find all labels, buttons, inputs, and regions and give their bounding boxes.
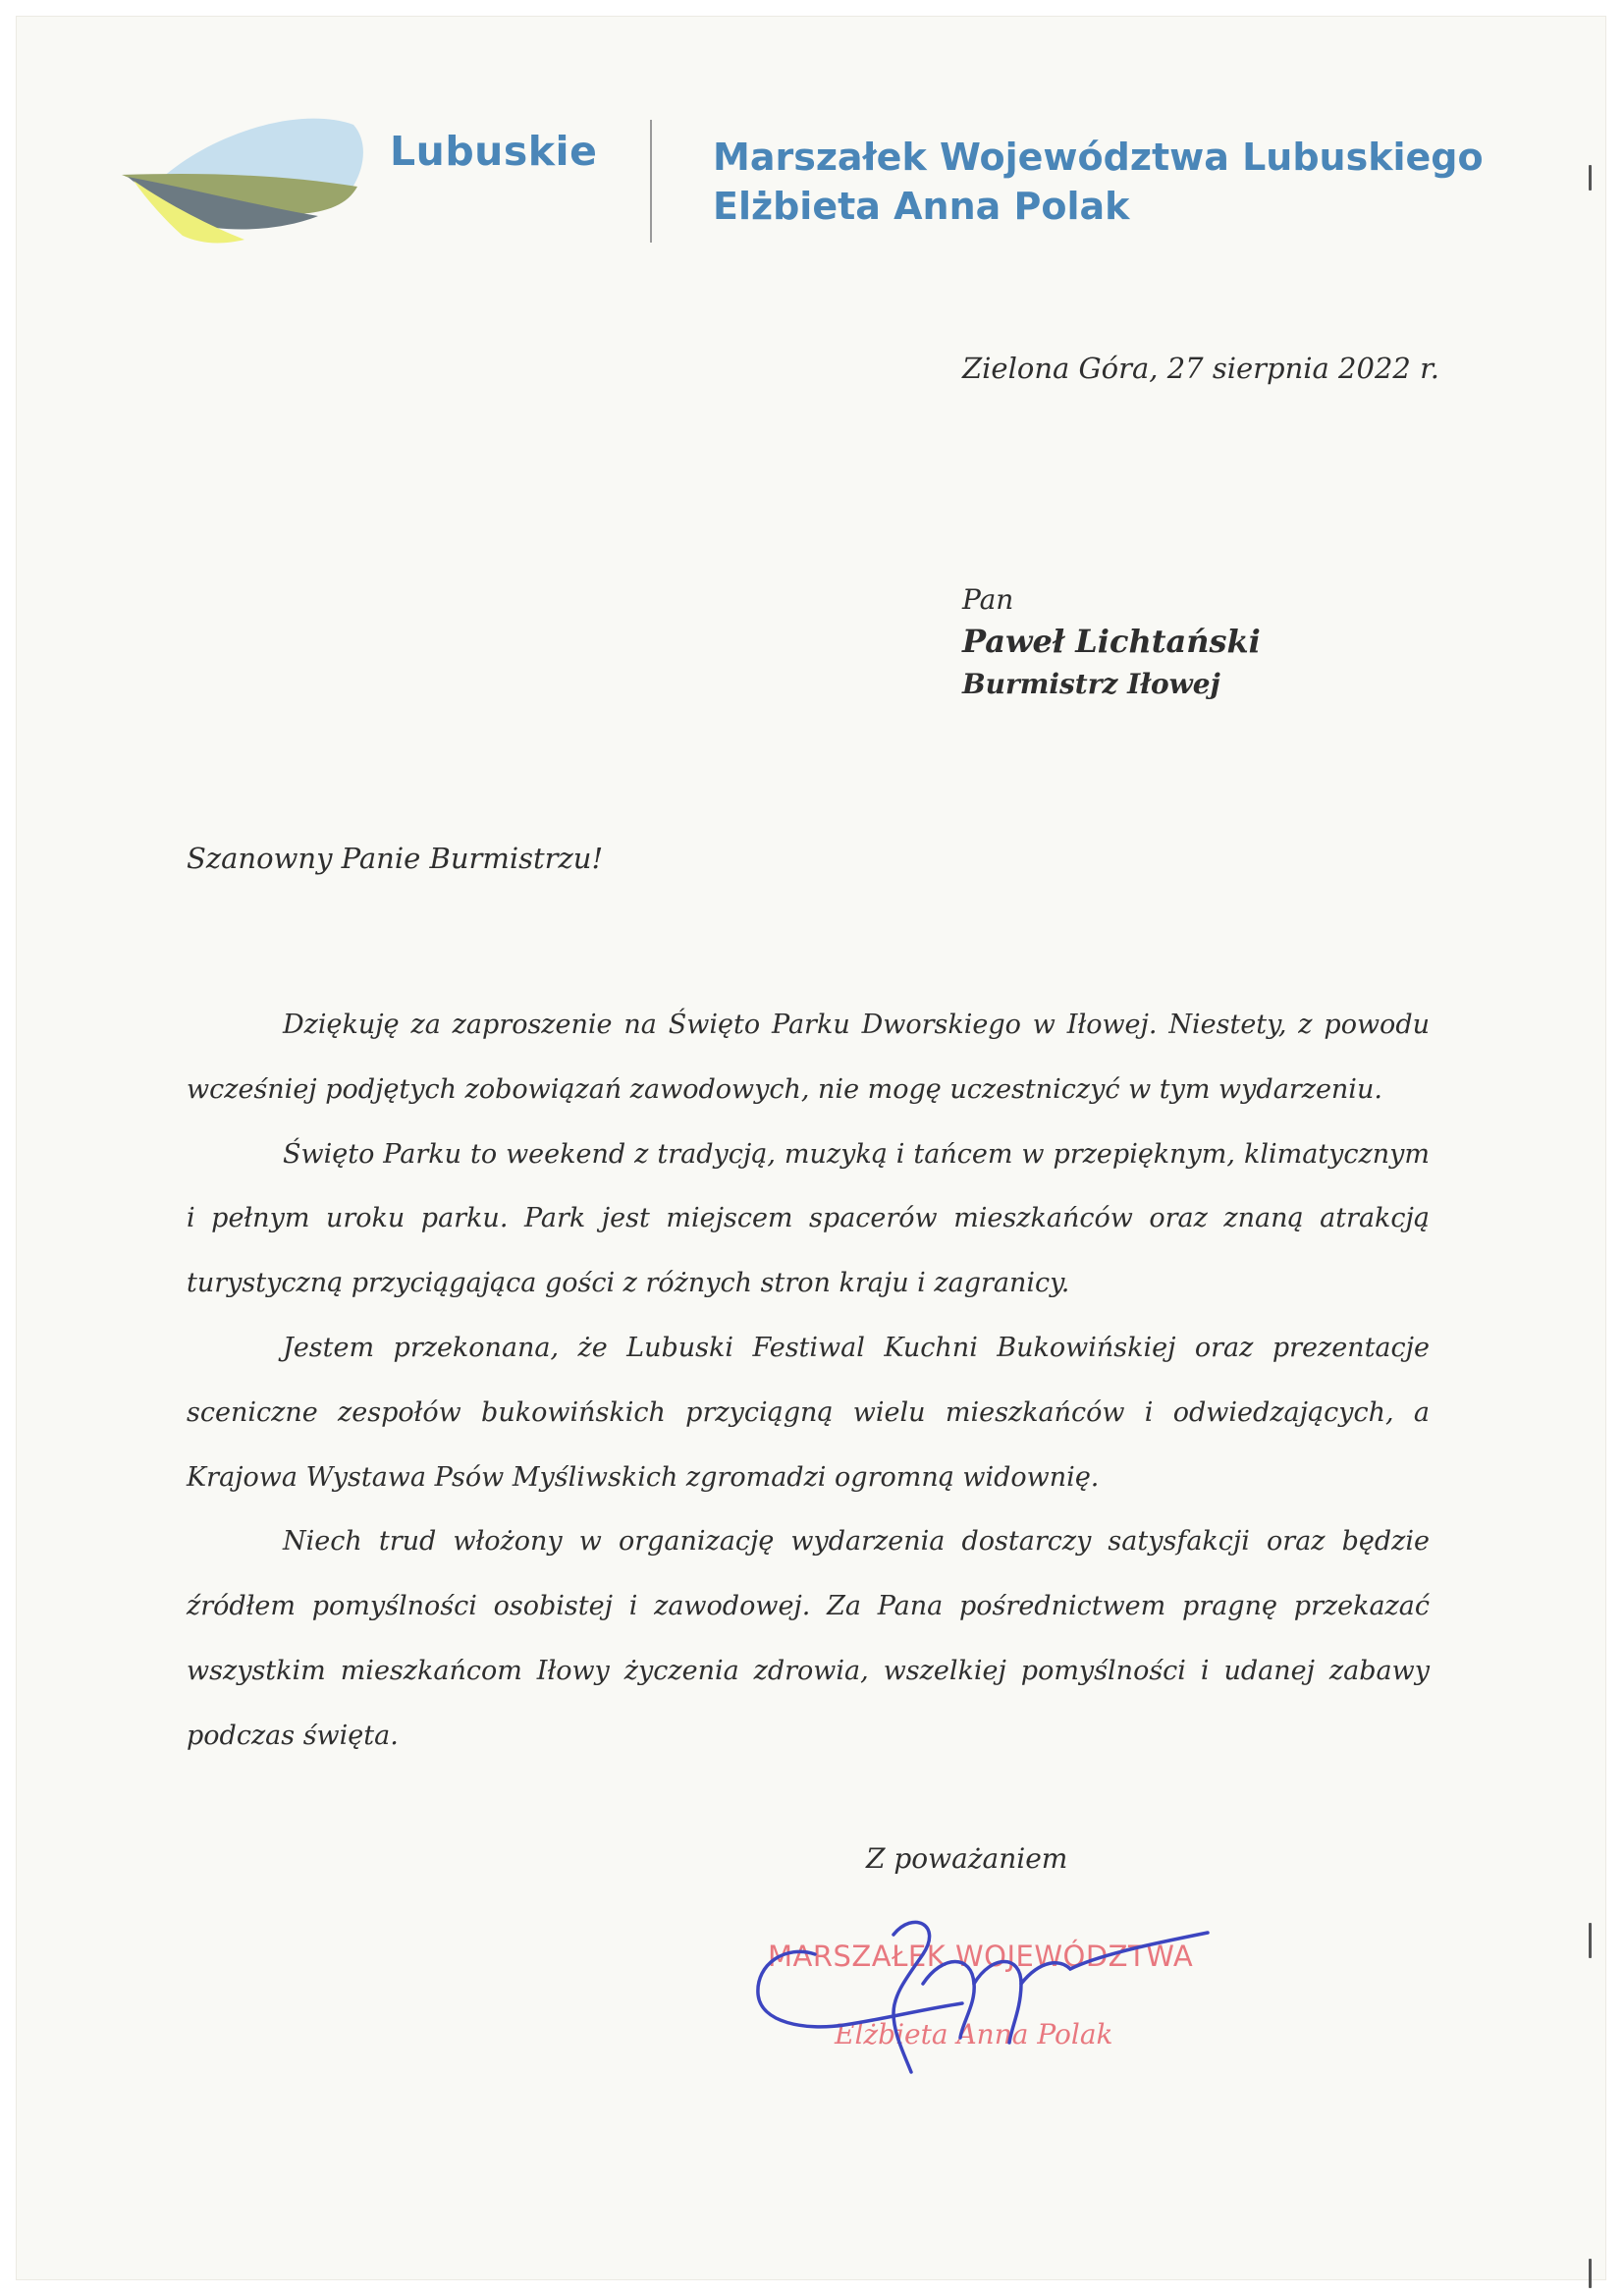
letter-body bbox=[187, 993, 1430, 1769]
place-date: Zielona Góra, 27 sierpnia 2022 r. bbox=[962, 352, 1439, 385]
scan-edge-mark bbox=[1589, 2259, 1592, 2288]
brand-wordmark: Lubuskie bbox=[390, 128, 598, 175]
stamp-name: Elżbieta Anna Polak bbox=[835, 2018, 1113, 2050]
paragraph: Święto Parku to weekend z tradycją, muzyką i tańcem w przepięknym, klimatycznym i pełnym uroku parku. Park jest miejscem spacerów mieszkańców oraz znaną atrakcją turystyczną przyciągająca gości z różnych stron kraju i zagranicy. bbox=[187, 1138, 1430, 1299]
scan-edge-mark bbox=[1589, 165, 1592, 191]
addressee-role: Burmistrz Iłowej bbox=[962, 668, 1220, 700]
addressee-prefix: Pan bbox=[962, 583, 1014, 616]
salutation: Szanowny Panie Burmistrzu! bbox=[187, 842, 604, 875]
addressee-block bbox=[962, 581, 1261, 703]
paragraph: Dziękuję za zaproszenie na Święto Parku Dworskiego w Iłowej. Niestety, z powodu wcześniej podjętych zobowiązań zawodowych, nie mogę uczestniczyć w tym wydarzeniu. bbox=[187, 1010, 1430, 1105]
letterhead-person: Elżbieta Anna Polak bbox=[713, 185, 1130, 228]
header-divider bbox=[650, 120, 652, 243]
addressee-name: Paweł Lichtański bbox=[962, 623, 1261, 660]
paragraph: Niech trud włożony w organizację wydarzenia dostarczy satysfakcji oraz będzie źródłem pomyślności osobistej i zawodowej. Za Pana pośrednictwem pragnę przekazać wszystkim mieszkańcom Iłowy życzenia zdrowia, wszelkiej pomyślności i udanej zabawy podczas święta. bbox=[187, 1526, 1430, 1751]
signature-icon bbox=[746, 1915, 1218, 2092]
stamp-title: MARSZAŁEK WOJEWÓDZTWA bbox=[768, 1940, 1194, 1973]
letterhead-office: Marszałek Województwa Lubuskiego bbox=[713, 136, 1484, 179]
paragraph: Jestem przekonana, że Lubuski Festiwal Kuchni Bukowińskiej oraz prezentacje sceniczne zespołów bukowińskich przyciągną wielu mieszkańców i odwiedzających, a Krajowa Wystawa Psów Myśliwskich zgromadzi ogromną widownię. bbox=[187, 1332, 1430, 1493]
letterhead-title bbox=[713, 133, 1484, 231]
closing: Z poważaniem bbox=[866, 1842, 1068, 1875]
scan-edge-mark bbox=[1589, 1923, 1592, 1958]
lubuskie-logo-icon bbox=[122, 110, 367, 247]
